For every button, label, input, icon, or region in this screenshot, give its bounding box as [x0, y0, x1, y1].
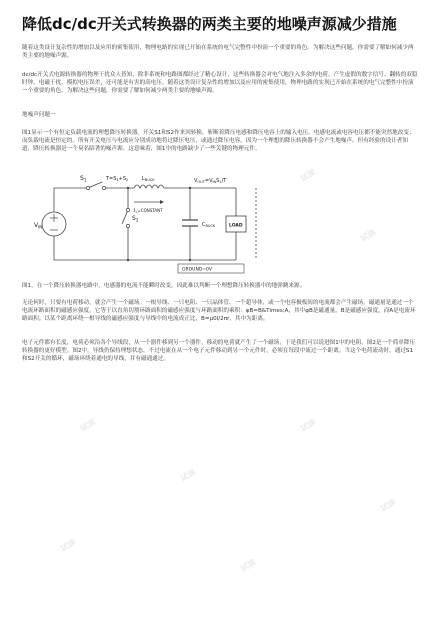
paragraph-intro: 随着这类设计复杂性的增加以及应用的密集使用，物理电路的实现已开始在系统的电气完整性中扮演一个重要的角色。为解决这些问题，你需要了解如何减少两类主要的地噪声源。: [22, 45, 414, 59]
label-vin: $V_{IN}$: [34, 222, 43, 230]
figure1-caption: 图1，在一个降压转换器电路中，电感器的电流不能瞬时改变，因此难以判断一个理想降压转换器中的地弹跳来源。: [22, 283, 306, 289]
watermark: 试读: [298, 417, 318, 434]
buck-converter-schematic: [30, 168, 270, 276]
watermark: 试读: [78, 417, 98, 434]
paragraph-magnetic-field: 无论何时，只要有电荷移动，就会产生一个磁场。一根导线、一只电阻、一只晶体管、一个超导体，或一个电容极板间的电流都会产生磁场。磁通量是通过一个电流环路面积的磁感应强度，它等于以直角切割环路面积的磁感应强度与环路面积的乘积：φB=B&Times;A，其中φB是磁通量，B是磁感应强度，而A是电流环路面积。以某个距离环绕一根导线的磁感应强度与导线中的电流成正比，B=μ0I/2πr，其中为距离。: [22, 300, 416, 322]
label-lbuck: $L_{BUCK}$: [142, 176, 155, 182]
paragraph-figure2-description: 电子元件都有长度，电荷必须沿各个导线段，从一个器件移到另一个器件。移动的电荷就产生了一个磁场，于是我们可以说进图1中的电阻。图2是一个简单降压转换器的更好模型。图2中，导线仍保持理想状态，不过电流在从一个电子元件移动到另一个元件时，必须在每段中流过一个距离。当这个电荷流动时，通过S1和S2开关的循环，磁场环绕着通电的导线，并有磁通通过。: [22, 340, 416, 362]
paragraph-figure1-description: 图1显示一个有恒定负载电流的理想降压转换器。开关S1和S2作来回转换，斩断着降压电感和降压电容上的输入电压。电感电流或电容电压都不能突然地改变；而负载电流是恒定的。所有开关电压与电流应分别成功地将过降压电压，或通过降压电容，因为一个理想的降压转换器不会产生地噪声。但有经验的设计者知道，降压转换器是一个臭名昭著的噪声源。这意味着，图1中的电路缺少了一些关键的物理元件。: [22, 130, 415, 152]
switch-s2-icon: [126, 208, 129, 211]
watermark: 试读: [378, 497, 398, 514]
watermark: 试读: [58, 537, 78, 554]
section-heading: 地噪声问题一: [22, 112, 56, 118]
paragraph-background: dc/dc开关式电源转换器的物理干扰众人皆知，除非系统和电路图都经过了精心设计，这些转换器会对电气地注入多余的电荷，产生虚假的数字信号、翻转的双稳时钟、电磁干扰、模拟电压误差，还可能是有害的高电压。随着这类设计复杂性的增加以及应用的密集使用，物理电路的实现已开始在系统的电气完整性中扮演一个重要的角色。为解决这些问题，你需要了解如何减少两类主要的地噪声源。: [22, 72, 418, 94]
label-s2: $S_2$: [132, 215, 139, 223]
page-title: 降低dc/dc开关式转换器的两类主要的地噪声源减少措施: [22, 15, 397, 33]
label-s1: $S_1$: [80, 175, 87, 183]
watermark: 试读: [178, 467, 198, 484]
label-cbuck: $C_{BUCK}$: [202, 222, 216, 228]
watermark: 试读: [358, 227, 378, 244]
inductor-icon: [128, 185, 168, 188]
switch-s1-icon: [86, 186, 89, 189]
label-vout: $V_{OUT}=V_{IN}S_1/T$: [194, 178, 227, 184]
label-ground: GROUND=0V: [182, 267, 212, 273]
watermark: 试读: [238, 557, 258, 574]
watermark: 试读: [298, 167, 318, 184]
label-il: $I_L^{=CONSTANT}$: [134, 208, 163, 214]
label-load: LOAD: [229, 223, 243, 229]
buck-converter-figure: [30, 168, 270, 276]
label-period: $T=S_1+S_2$: [106, 176, 129, 182]
